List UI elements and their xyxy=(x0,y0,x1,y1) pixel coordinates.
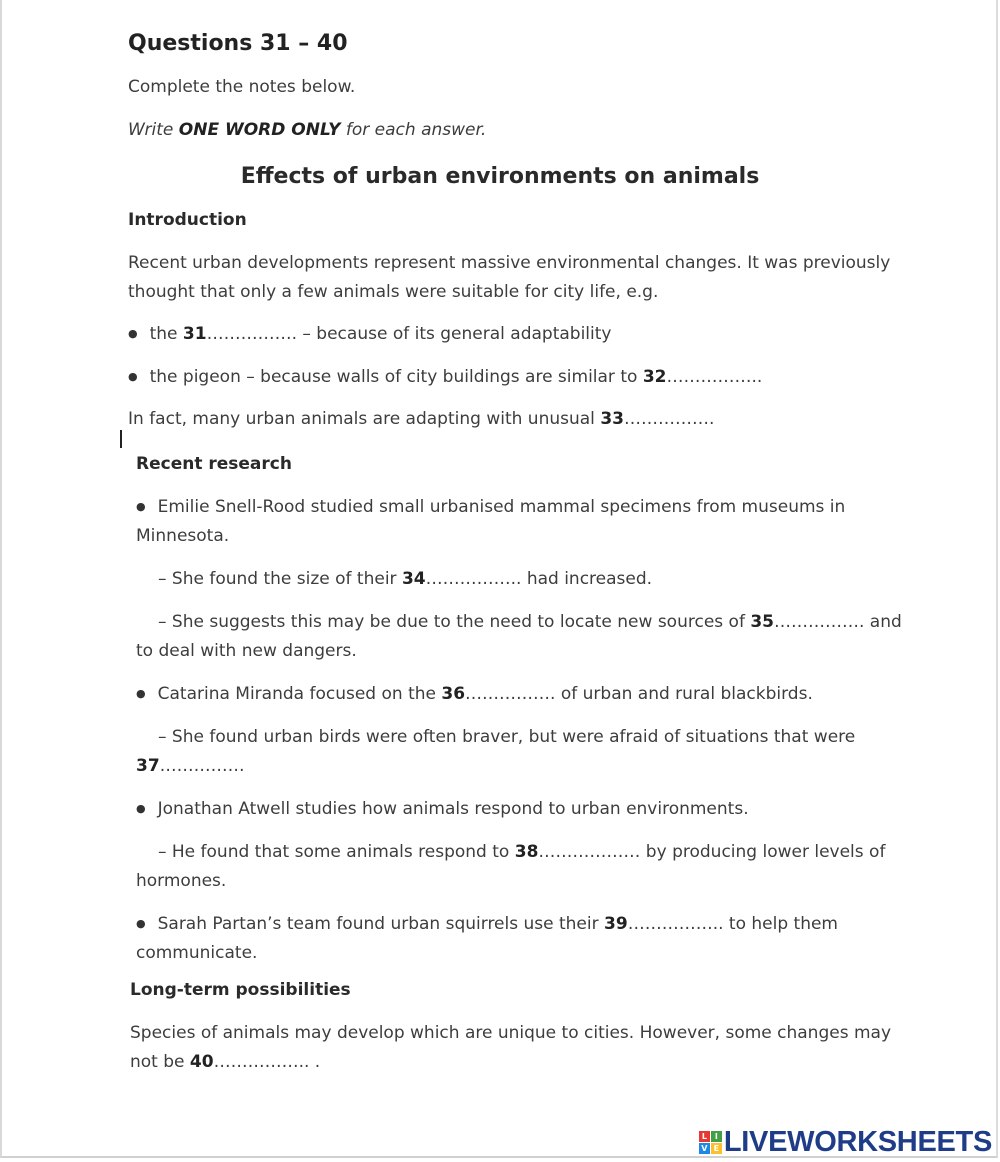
text-cursor xyxy=(120,430,122,448)
long-term-line-q40: not be 40…………….. . xyxy=(130,1052,321,1072)
answer-blank-40[interactable]: …………….. xyxy=(213,1052,310,1072)
instruction-complete-notes: Complete the notes below. xyxy=(128,77,356,97)
intro-paragraph-line-1: Recent urban developments represent massive environmental changes. It was previously xyxy=(128,253,891,273)
research-bullet-1-line-1: ● Emilie Snell-Rood studied small urbanised mammal specimens from museums in xyxy=(136,493,845,523)
notes-title: Effects of urban environments on animals xyxy=(240,164,760,189)
sub-point-q37: – She found urban birds were often braver, but were afraid of situations that were xyxy=(158,727,856,747)
answer-blank-36[interactable]: ……………. xyxy=(465,684,556,704)
brand-logo-icon: L I V E xyxy=(699,1131,722,1154)
long-term-heading: Long-term possibilities xyxy=(130,980,351,1000)
answer-blank-39[interactable]: …………….. xyxy=(627,914,724,934)
long-term-line-1: Species of animals may develop which are unique to cities. However, some changes may xyxy=(130,1023,892,1043)
sub-point-q35: – She suggests this may be due to the need to locate new sources of 35……………. and xyxy=(158,612,902,632)
liveworksheets-logo[interactable] xyxy=(699,1126,992,1158)
answer-blank-34[interactable]: …………….. xyxy=(425,569,522,589)
answer-blank-32[interactable]: …………….. xyxy=(666,367,763,387)
answer-blank-35[interactable]: ……………. xyxy=(774,612,865,632)
research-bullet-3: ● Jonathan Atwell studies how animals respond to urban environments. xyxy=(136,795,749,825)
answer-blank-37[interactable]: …………… xyxy=(159,756,245,776)
sub-point-q34: – She found the size of their 34…………….. had increased. xyxy=(158,569,653,589)
sub-point-q37-line-2: 37…………… xyxy=(136,756,245,776)
sub-point-q38: – He found that some animals respond to 38……………… by producing lower levels of xyxy=(158,842,886,862)
brand-name: LIVEWORKSHEETS xyxy=(723,1125,992,1158)
answer-blank-33[interactable]: ……………. xyxy=(623,409,715,429)
instruction-word-limit: Write ONE WORD ONLY for each answer. xyxy=(128,120,487,140)
introduction-heading: Introduction xyxy=(128,210,247,230)
questions-heading: Questions 31 – 40 xyxy=(128,31,348,56)
research-bullet-1-line-2: Minnesota. xyxy=(136,526,230,546)
research-bullet-q39-line-2: communicate. xyxy=(136,943,258,963)
sub-point-q38-line-2: hormones. xyxy=(136,871,227,891)
fact-line-q33: In fact, many urban animals are adapting with unusual 33……………. xyxy=(128,409,715,429)
answer-blank-38[interactable]: ……………… xyxy=(538,842,641,862)
bullet-q31: ● the 31……………. – because of its general adaptability xyxy=(128,320,611,350)
intro-paragraph-line-2: thought that only a few animals were suitable for city life, e.g. xyxy=(128,282,659,302)
recent-research-heading: Recent research xyxy=(136,454,292,474)
research-bullet-q36: ● Catarina Miranda focused on the 36……………. of urban and rural blackbirds. xyxy=(136,680,813,710)
research-bullet-q39: ● Sarah Partan’s team found urban squirrels use their 39…………….. to help them xyxy=(136,910,838,940)
bullet-q32: ● the pigeon – because walls of city buildings are similar to 32…………….. xyxy=(128,363,762,393)
sub-point-q35-line-2: to deal with new dangers. xyxy=(136,641,357,661)
answer-blank-31[interactable]: ……………. xyxy=(206,324,297,344)
